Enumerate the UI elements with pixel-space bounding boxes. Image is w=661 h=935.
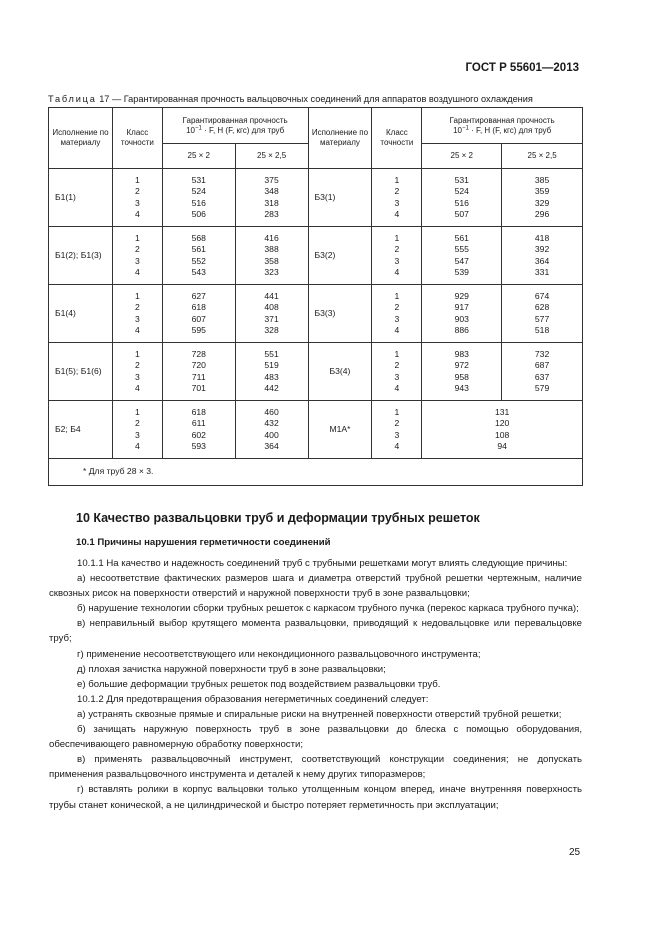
cell-value: 637 <box>534 371 550 382</box>
cell-value: 2 <box>134 360 140 371</box>
cell-value: 618 <box>191 302 206 313</box>
cell-value: 607 <box>191 313 206 324</box>
class-cell <box>372 343 422 401</box>
table-caption-text: — Гарантированная прочность вальцовочных соединений для аппаратов воздушного охлаждения <box>111 94 533 104</box>
cell-value: 1 <box>394 233 400 244</box>
cell-value: 358 <box>264 255 279 266</box>
cell-value: 561 <box>191 244 206 255</box>
paragraph: е) большие деформации трубных решеток под воздействием развальцовки труб. <box>77 678 441 690</box>
cell-value: 674 <box>534 291 550 302</box>
cell-value: 120 <box>495 418 510 429</box>
cell-value: 94 <box>497 440 507 451</box>
cell-value: 416 <box>264 233 279 244</box>
table-row <box>49 285 583 343</box>
cell-value: 371 <box>264 313 279 324</box>
cell-value: 628 <box>534 302 550 313</box>
cell-value: 3 <box>394 313 400 324</box>
cell-value: 618 <box>191 407 206 418</box>
cell-value: 524 <box>191 186 206 197</box>
cell-value: 561 <box>454 233 469 244</box>
class-cell <box>112 343 162 401</box>
cell-value: 903 <box>454 313 469 324</box>
material-cell: Б1(4) <box>49 285 113 343</box>
cell-value: 408 <box>264 302 279 313</box>
strength-cell-25x2-5 <box>502 343 583 401</box>
cell-value: 385 <box>534 175 550 186</box>
strength-cell-25x2-5 <box>235 285 308 343</box>
cell-value: 3 <box>134 255 140 266</box>
strength-cell-25x2 <box>422 169 502 227</box>
table-caption-label: Таблица <box>48 94 97 104</box>
cell-value: 2 <box>134 186 140 197</box>
cell-value: 329 <box>534 197 550 208</box>
class-cell <box>112 285 162 343</box>
cell-value: 2 <box>134 418 140 429</box>
cell-value: 364 <box>534 255 550 266</box>
cell-value: 958 <box>454 371 469 382</box>
body-text <box>49 556 582 813</box>
cell-value: 552 <box>191 255 206 266</box>
header-execution-left: Исполнение по материалу <box>49 108 113 169</box>
material-cell: Б1(5); Б1(6) <box>49 343 113 401</box>
cell-value: 2 <box>134 302 140 313</box>
cell-value: 4 <box>134 266 140 277</box>
cell-value: 972 <box>454 360 469 371</box>
cell-value: 1 <box>134 175 140 186</box>
cell-value: 506 <box>191 208 206 219</box>
cell-value: 4 <box>394 208 400 219</box>
document-code: ГОСТ Р 55601—2013 <box>465 62 579 74</box>
cell-value: 328 <box>264 324 279 335</box>
cell-value: 516 <box>191 197 206 208</box>
cell-value: 2 <box>134 244 140 255</box>
cell-value: 418 <box>534 233 550 244</box>
cell-value: 108 <box>495 429 510 440</box>
cell-value: 687 <box>534 360 550 371</box>
header-size-a-right: 25 × 2 <box>422 144 502 169</box>
strength-cell-25x2-5 <box>235 227 308 285</box>
cell-value: 1 <box>394 175 400 186</box>
header-strength-left: Гарантированная прочность $10^{-1} \cdot F$, Н (F, кгс) для труб <box>162 108 308 144</box>
subsection-title: 10.1 Причины нарушения герметичности соединений <box>76 537 331 548</box>
cell-value: 555 <box>454 244 469 255</box>
cell-value: 551 <box>264 349 279 360</box>
cell-value: 442 <box>264 382 279 393</box>
cell-value: 1 <box>394 407 400 418</box>
cell-value: 392 <box>534 244 550 255</box>
cell-value: 711 <box>191 371 206 382</box>
cell-value: 3 <box>134 371 140 382</box>
cell-value: 568 <box>191 233 206 244</box>
cell-value: 539 <box>454 266 469 277</box>
cell-value: 2 <box>394 360 400 371</box>
strength-cell-25x2 <box>162 169 235 227</box>
cell-value: 577 <box>534 313 550 324</box>
paragraph: г) вставлять ролики в корпус вальцовки только утолщенным концом вперед, иначе внутренняя поверхность трубы станет конической, а не цилиндрической и быстро потеряет герметичность при эксплуатации; <box>49 784 582 811</box>
material-cell: Б2; Б4 <box>49 401 113 459</box>
header-size-b-left: 25 × 2,5 <box>235 144 308 169</box>
cell-value: 388 <box>264 244 279 255</box>
cell-value: 4 <box>134 324 140 335</box>
cell-value: 3 <box>134 197 140 208</box>
paragraph: а) несоответствие фактических размеров шага и диаметра отверстий трубной решетки чертежным, наличие сквозных рисок на поверхности отверстий и наружной поверхности труб в зоне развальцовки; <box>49 573 582 600</box>
strength-cell-25x2-5 <box>502 227 583 285</box>
header-class-right: Класс точности <box>372 108 422 169</box>
cell-value: 518 <box>534 324 550 335</box>
header-execution-right: Исполнение по материалу <box>308 108 372 169</box>
material-cell: М1А* <box>308 401 372 459</box>
header-class-left: Класс точности <box>112 108 162 169</box>
strength-cell-25x2 <box>162 343 235 401</box>
cell-value: 1 <box>134 407 140 418</box>
strength-cell-25x2 <box>162 227 235 285</box>
cell-value: 400 <box>264 429 279 440</box>
cell-value: 3 <box>394 429 400 440</box>
paragraph: в) неправильный выбор крутящего момента развальцовки, приводящий к недовальцовке или перевальцовке труб; <box>49 618 582 645</box>
class-cell <box>112 401 162 459</box>
cell-value: 3 <box>134 429 140 440</box>
paragraph: б) нарушение технологии сборки трубных решеток с каркасом трубного пучка (перекос каркаса трубного пучка); <box>77 603 579 615</box>
cell-value: 359 <box>534 186 550 197</box>
cell-value: 1 <box>394 349 400 360</box>
cell-value: 1 <box>134 291 140 302</box>
cell-value: 4 <box>394 324 400 335</box>
class-cell <box>372 401 422 459</box>
cell-value: 917 <box>454 302 469 313</box>
strength-cell-25x2 <box>422 285 502 343</box>
strength-cell-25x2-5 <box>502 169 583 227</box>
cell-value: 441 <box>264 291 279 302</box>
cell-value: 2 <box>394 302 400 313</box>
cell-value: 1 <box>134 349 140 360</box>
cell-value: 983 <box>454 349 469 360</box>
cell-value: 3 <box>394 371 400 382</box>
material-cell: Б1(2); Б1(3) <box>49 227 113 285</box>
cell-value: 375 <box>264 175 279 186</box>
cell-value: 701 <box>191 382 206 393</box>
cell-value: 3 <box>134 313 140 324</box>
table-row <box>49 169 583 227</box>
table-caption-number: 17 <box>99 94 110 104</box>
cell-value: 547 <box>454 255 469 266</box>
strength-cell-25x2-5 <box>235 343 308 401</box>
class-cell <box>372 285 422 343</box>
cell-value: 460 <box>264 407 279 418</box>
cell-value: 1 <box>394 291 400 302</box>
material-cell: Б3(3) <box>308 285 372 343</box>
cell-value: 595 <box>191 324 206 335</box>
table-row <box>49 227 583 285</box>
header-strength-right: Гарантированная прочность $10^{-1} \cdot F$, Н (F, кгс) для труб <box>422 108 583 144</box>
table-row <box>49 401 583 459</box>
cell-value: 331 <box>534 266 550 277</box>
cell-value: 3 <box>394 255 400 266</box>
cell-value: 483 <box>264 371 279 382</box>
table-caption <box>48 94 533 104</box>
class-cell <box>112 169 162 227</box>
cell-value: 2 <box>394 186 400 197</box>
table-row <box>49 343 583 401</box>
strength-cell-25x2 <box>162 401 235 459</box>
cell-value: 627 <box>191 291 206 302</box>
material-cell: Б3(4) <box>308 343 372 401</box>
cell-value: 4 <box>394 266 400 277</box>
paragraph: в) применять развальцовочный инструмент, соответствующий конструкции соединения; не допускать применения развальцовочного инструмента и деталей к нему других типоразмеров; <box>49 754 582 781</box>
cell-value: 318 <box>264 197 279 208</box>
cell-value: 579 <box>534 382 550 393</box>
cell-value: 516 <box>454 197 469 208</box>
cell-value: 296 <box>534 208 550 219</box>
cell-value: 728 <box>191 349 206 360</box>
cell-value: 4 <box>134 208 140 219</box>
strength-cell-25x2 <box>162 285 235 343</box>
cell-value: 4 <box>134 440 140 451</box>
cell-value: 611 <box>191 418 206 429</box>
strength-cell-25x2 <box>422 343 502 401</box>
header-size-b-right: 25 × 2,5 <box>502 144 583 169</box>
cell-value: 3 <box>394 197 400 208</box>
class-cell <box>372 169 422 227</box>
strength-cell-merged <box>422 401 583 459</box>
cell-value: 2 <box>394 244 400 255</box>
cell-value: 602 <box>191 429 206 440</box>
cell-value: 519 <box>264 360 279 371</box>
cell-value: 886 <box>454 324 469 335</box>
class-cell <box>112 227 162 285</box>
material-cell: Б3(1) <box>308 169 372 227</box>
material-cell: Б1(1) <box>49 169 113 227</box>
header-strength-line1: Гарантированная прочность <box>182 115 288 125</box>
cell-value: 524 <box>454 186 469 197</box>
table-body <box>49 169 583 459</box>
strength-cell-25x2-5 <box>235 401 308 459</box>
strength-cell-25x2-5 <box>502 285 583 343</box>
cell-value: 323 <box>264 266 279 277</box>
cell-value: 507 <box>454 208 469 219</box>
cell-value: 531 <box>191 175 206 186</box>
material-cell: Б3(2) <box>308 227 372 285</box>
cell-value: 1 <box>134 233 140 244</box>
cell-value: 593 <box>191 440 206 451</box>
cell-value: 2 <box>394 418 400 429</box>
class-cell <box>372 227 422 285</box>
cell-value: 432 <box>264 418 279 429</box>
cell-value: 4 <box>394 440 400 451</box>
paragraph: а) устранять сквозные прямые и спиральные риски на внутренней поверхности отверстий трубной решетки; <box>77 708 562 720</box>
paragraph: г) применение несоответствующего или некондиционного развальцовочного инструмента; <box>77 648 481 660</box>
strength-cell-25x2-5 <box>235 169 308 227</box>
page-number: 25 <box>569 847 581 858</box>
cell-value: 131 <box>495 407 510 418</box>
cell-value: 929 <box>454 291 469 302</box>
paragraph: д) плохая зачистка наружной поверхности труб в зоне развальцовки; <box>77 663 386 675</box>
strength-cell-25x2 <box>422 227 502 285</box>
paragraph: 10.1.2 Для предотвращения образования негерметичных соединений следует: <box>77 693 429 705</box>
strength-table <box>48 107 583 486</box>
table-note: * Для труб 28 × 3. <box>49 459 583 486</box>
cell-value: 543 <box>191 266 206 277</box>
paragraph: б) зачищать наружную поверхность труб в зоне развальцовки до блеска с помощью оборудования, обеспечивающего равномерную обработку поверхности; <box>49 724 582 751</box>
section-title: 10 Качество развальцовки труб и деформации трубных решеток <box>76 511 480 525</box>
cell-value: 531 <box>454 175 469 186</box>
cell-value: 283 <box>264 208 279 219</box>
cell-value: 364 <box>264 440 279 451</box>
paragraph: 10.1.1 На качество и надежность соединений труб с трубными решетками могут влиять следующие причины: <box>77 558 568 569</box>
cell-value: 943 <box>454 382 469 393</box>
cell-value: 4 <box>134 382 140 393</box>
cell-value: 4 <box>394 382 400 393</box>
cell-value: 732 <box>534 349 550 360</box>
cell-value: 720 <box>191 360 206 371</box>
header-size-a-left: 25 × 2 <box>162 144 235 169</box>
cell-value: 348 <box>264 186 279 197</box>
